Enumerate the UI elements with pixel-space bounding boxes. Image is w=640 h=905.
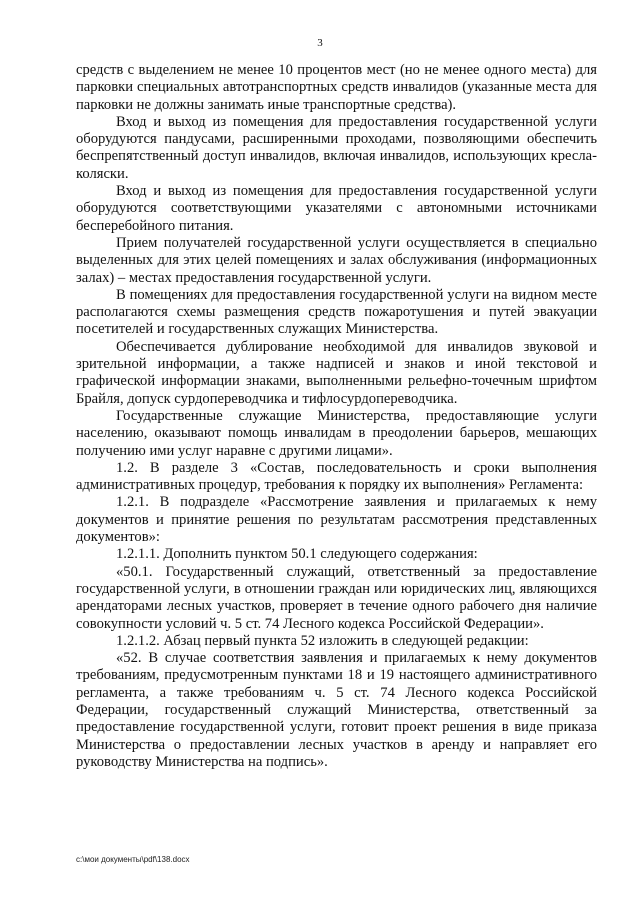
paragraph-assistance: Государственные служащие Министерства, предоставляющие услуги населению, оказывают помощь инвалидам в преодолении барьеров, мешающих получению ими услуг наравне с другими лицами». xyxy=(76,407,597,459)
paragraph-signs: Вход и выход из помещения для предоставления государственной услуги оборудуются соответствующими указателями с автономными источниками бесперебойного питания. xyxy=(76,183,597,234)
paragraph-ramps: Вход и выход из помещения для предоставления государственной услуги оборудуются пандусами, расширенными проходами, позволяющими обеспечить беспрепятственный доступ инвалидов, включая инвалидов, использующих кресла-коляски. xyxy=(76,113,597,182)
paragraph-item-50-1: «50.1. Государственный служащий, ответственный за предоставление государственной услуги, в отношении граждан или юридических лиц, являющихся арендаторами лесных участков, проверяет в течение одного рабочего дня наличие совокупности условий ч. 5 ст. 74 Лесного кодекса Российской Федерации». xyxy=(76,563,597,632)
paragraph-section-3: 1.2. В разделе 3 «Состав, последовательность и сроки выполнения административных процедур, требования к порядку их выполнения» Регламента: xyxy=(76,459,597,494)
paragraph-subsection: 1.2.1. В подразделе «Рассмотрение заявления и прилагаемых к нему документов и принятие решения по результатам рассмотрения представленных документов»: xyxy=(76,494,597,546)
footer-file-path: c:\мои документы\pdf\138.docx xyxy=(76,855,190,864)
paragraph-duplication: Обеспечивается дублирование необходимой для инвалидов звуковой и зрительной информации, а также надписей и знаков и иной текстовой и графической информации знаками, выполненными рельефно-точечным шрифтом Брайля, допуск сурдопереводчика и тифлосурдопереводчика. xyxy=(76,338,597,407)
paragraph-parking: средств с выделением не менее 10 процентов мест (но не менее одного места) для парковки специальных автотранспортных средств инвалидов (указанные места для парковки не должны занимать иные транспортные средства). xyxy=(76,62,597,113)
paragraph-evacuation: В помещениях для предоставления государственной услуги на видном месте располагаются схемы размещения средств пожаротушения и путей эвакуации посетителей и государственных служащих Министерства. xyxy=(76,286,597,338)
document-body xyxy=(76,62,597,771)
paragraph-item-1-2-1-2: 1.2.1.2. Абзац первый пункта 52 изложить в следующей редакции: xyxy=(116,632,529,649)
page-number: 3 xyxy=(317,37,323,49)
paragraph-item-1-2-1-1: 1.2.1.1. Дополнить пунктом 50.1 следующего содержания: xyxy=(116,546,478,563)
paragraph-reception: Прием получателей государственной услуги осуществляется в специально выделенных для этих целей помещениях и залах обслуживания (информационных залах) – местах предоставления государственной услуги. xyxy=(76,234,597,286)
paragraph-item-52: «52. В случае соответствия заявления и прилагаемых к нему документов требованиям, предусмотренным пунктами 18 и 19 настоящего административного регламента, а также требованиям ч. 5 ст. 74 Лесного кодекса Российской Федерации, государственный служащий Министерства, ответственный за предоставление государственной услуги, готовит проект решения в виде приказа Министерства о предоставлении лесных участков в аренду и направляет его руководству Министерства на подпись». xyxy=(76,650,597,770)
